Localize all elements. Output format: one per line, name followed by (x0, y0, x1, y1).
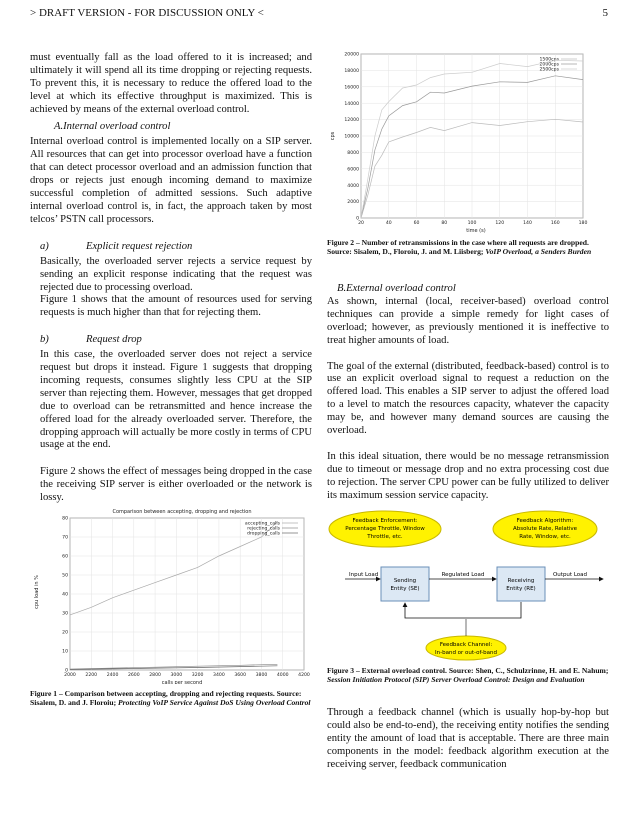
subsection-title: Explicit request rejection (86, 240, 193, 252)
y-axis-label: cps (330, 131, 336, 141)
x-tick-label: 3800 (255, 673, 268, 678)
enforcement-line-2: Percentage Throttle, Window (345, 526, 425, 532)
page-number: 5 (602, 7, 608, 19)
figure-2-svg (328, 48, 593, 233)
paragraph: As shown, internal (local, receiver-based) overload control techniques can provide a simple remedy for light cases of overload; however, as previously mentioned it is ineffective to treat higher amounts of load. (327, 295, 609, 346)
caption-source-title: Session Initiation Protocol (SIP) Server Overload Control: Design and Evaluation (327, 675, 585, 685)
right-column-bottom (327, 707, 609, 772)
x-tick-label: 120 (495, 221, 505, 226)
caption-text: Figure 2 – Number of retransmissions in the case where all requests are dropped. Source: Sisalem, D., Floroiu, J. and M. Liisberg; (327, 238, 589, 257)
subsection-title: Request drop (86, 334, 142, 346)
y-tick-label: 10000 (344, 134, 359, 140)
caption-source-title: Protecting VoIP Service Against DoS Using Overload Control (118, 698, 311, 708)
x-tick-label: 4000 (276, 673, 289, 678)
figure-3-svg (327, 505, 609, 665)
paragraph: In this case, the overloaded server does not reject a service request but drops it instead. Figure 1 suggests that dropping incoming requests, consumes slightly less CPU at the SIP server than rejecting them. However, messages that get dropped due to overload can be retransmitted and hence increase the offered load for the already overloaded server. Therefore, the dropping approach will actually be more costly in terms of CPU usage at the end. (40, 349, 312, 451)
paragraph: Internal overload control is implemented locally on a SIP server. All resources that can get into processor overload have a function that can detect processor overload and an admission function that drops or rejects just enough incoming demand to maximize successful completion of admitted sessions. Such adaptive internal overload control is, in fact, the approach taken by most telcos’ PSTN call processors. (30, 136, 312, 225)
subsection-label: b) (40, 334, 49, 346)
x-tick-label: 140 (523, 221, 532, 226)
y-tick-label: 20000 (344, 52, 359, 58)
x-tick-label: 3600 (234, 673, 247, 678)
x-tick-label: 40 (385, 221, 392, 226)
paragraph: Figure 2 shows the effect of messages being dropped in the case the receiving SIP server is either overloaded or the network is lossy. (40, 466, 312, 504)
sending-entity-line-2: Entity (SE) (390, 586, 420, 592)
x-tick-label: 2200 (85, 673, 98, 678)
y-tick-label: 8000 (347, 151, 359, 156)
running-header: > DRAFT VERSION - FOR DISCUSSION ONLY < (30, 7, 264, 19)
x-tick-label: 3200 (191, 673, 204, 678)
receiving-entity-line-2: Entity (RE) (506, 586, 536, 592)
figure-3-caption (327, 666, 609, 684)
algorithm-line-1: Feedback Algorithm: (516, 518, 574, 524)
enforcement-line-3: Throttle, etc. (367, 534, 403, 540)
y-tick-label: 2000 (347, 200, 359, 206)
y-tick-label: 4000 (347, 183, 359, 189)
enforcement-line-1: Feedback Enforcement: (352, 518, 418, 524)
x-tick-label: 180 (578, 221, 588, 226)
legend-entry: 2500cps (539, 67, 559, 73)
figure-3-diagram (327, 505, 609, 665)
channel-line-2: In-band or out-of-band (435, 650, 497, 656)
sending-entity-line-1: Sending (393, 578, 417, 584)
x-tick-label: 20 (358, 221, 364, 226)
paragraph: Basically, the overloaded server rejects a service request by sending an explicit response indicating that the request was rejected due to processing overload. (40, 255, 312, 293)
paragraph: must eventually fall as the load offered to it is increased; and ultimately it will spend all its time dropping or rejecting requests. To prevent this, it is necessary to reduce the offered load to the level at which its effective throughput is maximized. This is achieved by means of the external overload control. (30, 52, 312, 115)
input-load-label: Input Load (349, 572, 379, 578)
paragraph: The goal of the external (distributed, feedback-based) control is to use an explicit overload signal to request a reduction on the offered load. This enables a SIP server to adjust the offered load to a level to match the resources capacity, whatever the capacity may be, and however many demand sources are causing the overload. (327, 360, 609, 437)
feedback-channel-arrow (405, 602, 521, 618)
y-tick-label: 30 (62, 611, 68, 617)
y-tick-label: 50 (62, 573, 68, 579)
regulated-load-label: Regulated Load (441, 572, 485, 578)
subsection-heading-b (30, 334, 312, 347)
figure-1-chart (32, 504, 312, 684)
x-tick-label: 3400 (213, 673, 225, 678)
series-line-dropping_calls (70, 666, 277, 670)
x-tick-label: 100 (467, 221, 477, 226)
y-tick-label: 14000 (344, 101, 359, 107)
y-tick-label: 0 (356, 216, 359, 222)
paragraph: Through a feedback channel (which is usually hop-by-hop but could also be end-to-end), the receiving entity notifies the sending entity the amount of load that is acceptable. There are three main components in the model: feedback algorithm execution at the receiving server, feedback communication (327, 707, 609, 770)
paragraph: In this ideal situation, there would be no message retransmission due to timeout or message drop and no extra processing cost due to rejection. The server CPU power can be fully utilized to deliver its maximum session service capacity. (327, 450, 609, 501)
figure-1-svg (32, 504, 312, 684)
x-tick-label: 160 (550, 221, 560, 226)
y-tick-label: 18000 (344, 69, 359, 74)
caption-text: Figure 3 – External overload control. Source: Shen, C., Schulzrinne, H. and E. Nahum; (327, 666, 609, 675)
figure-2-chart (328, 48, 593, 233)
receiving-entity-box (497, 567, 545, 601)
y-tick-label: 6000 (347, 167, 359, 173)
legend-entry: 2000cps (539, 62, 559, 68)
legend-entry: accepting_calls (244, 521, 280, 527)
caption-text: Figure 1 – Comparison between accepting, dropping and rejecting requests. Source: Sisalem, D. and J. Floroiu; (30, 689, 302, 708)
right-column (327, 283, 609, 503)
y-tick-label: 0 (65, 668, 68, 674)
output-load-label: Output Load (552, 572, 588, 578)
algorithm-line-3: Rate, Window, etc. (519, 534, 571, 540)
sending-entity-box (381, 567, 429, 601)
y-tick-label: 16000 (344, 85, 359, 91)
x-tick-label: 80 (441, 221, 448, 226)
caption-source-title: VoIP Overload, a Senders Burden (485, 247, 592, 257)
y-tick-label: 70 (62, 535, 68, 541)
x-tick-label: 60 (413, 221, 420, 226)
x-axis-label: time (s) (466, 228, 486, 233)
feedback-channel-bubble (426, 636, 506, 660)
y-axis-label: cpu load in % (34, 575, 40, 609)
section-heading-b: B.External overload control (337, 283, 456, 294)
y-tick-label: 12000 (344, 118, 359, 124)
x-tick-label: 2600 (127, 673, 140, 678)
y-tick-label: 80 (62, 516, 68, 522)
receiving-entity-line-1: Receiving (507, 578, 535, 584)
left-column (30, 52, 312, 505)
x-axis-label: calls per second (161, 680, 203, 684)
x-tick-label: 2400 (106, 673, 119, 678)
y-tick-label: 60 (62, 554, 68, 560)
legend-entry: dropping_calls (246, 531, 280, 537)
y-tick-label: 10 (62, 649, 68, 655)
subsection-heading-a (30, 241, 312, 254)
figure-2-caption (327, 238, 609, 256)
figure-1-caption (30, 689, 312, 707)
paragraph: Figure 1 shows that the amount of resources used for serving requests is much higher than that for rejecting them. (40, 294, 312, 319)
y-tick-label: 20 (62, 630, 68, 636)
algorithm-line-2: Absolute Rate, Relative (512, 526, 578, 532)
x-tick-label: 2000 (64, 673, 76, 678)
chart-title: Comparison between accepting, dropping and rejection (112, 509, 252, 515)
x-tick-label: 3000 (170, 673, 183, 678)
section-heading-a: A.Internal overload control (54, 120, 171, 132)
x-tick-label: 2800 (149, 673, 161, 678)
subsection-label: a) (40, 240, 49, 252)
channel-line-1: Feedback Channel: (439, 642, 493, 648)
legend-entry: 1500cps (539, 57, 559, 63)
x-tick-label: 4200 (298, 673, 310, 678)
y-tick-label: 40 (62, 592, 68, 598)
legend-entry: rejecting_calls (247, 526, 280, 532)
